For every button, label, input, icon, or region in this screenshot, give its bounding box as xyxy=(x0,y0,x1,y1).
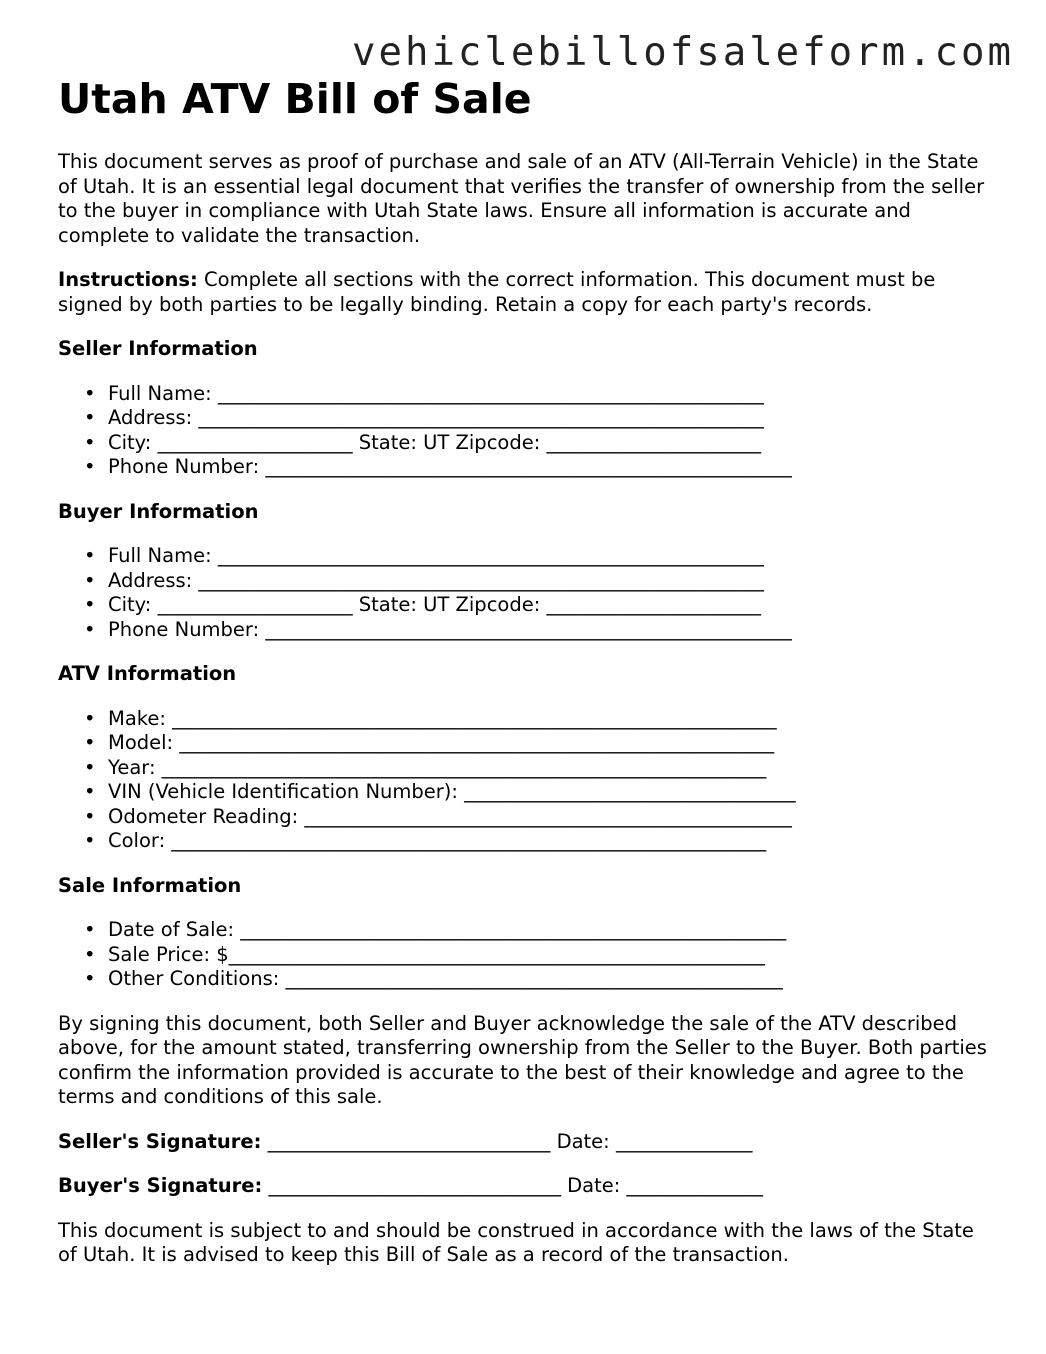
seller-section-title: Seller Information xyxy=(58,337,258,360)
instructions-label: Instructions: xyxy=(58,268,198,291)
atv-color-field[interactable]: • Color: _____________________________________________________________ xyxy=(108,829,998,854)
buyer-city-state-zip-field[interactable]: • City: ____________________ State: UT Zipcode: ______________________ xyxy=(108,593,998,618)
acknowledgement-paragraph: By signing this document, both Seller and Buyer acknowledge the sale of the ATV described above, for the amount stated, transferring ownership from the Seller to the Buyer. Both parties confirm the information provided is accurate to the best of their knowledge and agree to the terms and conditions of this sale. xyxy=(58,1011,987,1108)
sale-price-field[interactable]: • Sale Price: $_______________________________________________________ xyxy=(108,943,998,968)
instructions-text: Complete all sections with the correct information. This document must be signed by both parties to be legally binding. Retain a copy for each party's records. xyxy=(58,268,936,316)
seller-address-field[interactable]: • Address: __________________________________________________________ xyxy=(108,406,998,431)
atv-section-title: ATV Information xyxy=(58,662,237,685)
buyer-signature-line[interactable] xyxy=(58,1174,998,1199)
sale-section-title: Sale Information xyxy=(58,873,242,897)
watermark-text: vehiclebillofsaleform.com xyxy=(352,30,1014,75)
footer-paragraph: This document is subject to and should be construed in accordance with the laws of the State of Utah. It is advised to keep this Bill of Sale as a record of the transaction. xyxy=(58,1218,974,1266)
instructions-paragraph xyxy=(58,268,998,317)
buyer-signature-label: Buyer's Signature: xyxy=(58,1174,263,1197)
atv-fields-list xyxy=(58,707,998,854)
seller-full-name-field[interactable]: • Full Name: ________________________________________________________ xyxy=(108,382,998,407)
atv-year-field[interactable]: • Year: ______________________________________________________________ xyxy=(108,756,998,781)
seller-city-state-zip-field[interactable]: • City: ____________________ State: UT Zipcode: ______________________ xyxy=(108,431,998,456)
buyer-signature-blank[interactable]: ______________________________ Date: ______________ xyxy=(262,1174,764,1197)
buyer-address-field[interactable]: • Address: __________________________________________________________ xyxy=(108,569,998,594)
sale-other-conditions-field[interactable]: • Other Conditions: ___________________________________________________ xyxy=(108,967,998,992)
sale-fields-list xyxy=(58,918,998,992)
seller-signature-label: Seller's Signature: xyxy=(58,1129,262,1153)
buyer-fields-list xyxy=(58,544,998,642)
atv-odometer-field[interactable]: • Odometer Reading: __________________________________________________ xyxy=(108,805,998,830)
buyer-full-name-field[interactable]: • Full Name: ________________________________________________________ xyxy=(108,544,998,569)
seller-signature-line[interactable] xyxy=(58,1130,998,1155)
seller-signature-blank[interactable]: _____________________________ Date: ______________ xyxy=(261,1129,753,1153)
seller-phone-field[interactable]: • Phone Number: ______________________________________________________ xyxy=(108,455,998,480)
page-title: Utah ATV Bill of Sale xyxy=(58,75,532,123)
document-body xyxy=(58,76,998,1288)
intro-paragraph: This document serves as proof of purchase and sale of an ATV (All-Terrain Vehicle) in the State of Utah. It is an essential legal document that verifies the transfer of ownership from the seller to the buyer in compliance with Utah State laws. Ensure all information is accurate and complete to validate the transaction. xyxy=(58,150,985,247)
buyer-section-title: Buyer Information xyxy=(58,499,259,523)
seller-fields-list xyxy=(58,382,998,480)
atv-vin-field[interactable]: • VIN (Vehicle Identification Number): __________________________________ xyxy=(108,780,998,805)
sale-date-field[interactable]: • Date of Sale: ________________________________________________________ xyxy=(108,918,998,943)
buyer-phone-field[interactable]: • Phone Number: ______________________________________________________ xyxy=(108,618,998,643)
atv-model-field[interactable]: • Model: _____________________________________________________________ xyxy=(108,731,998,756)
atv-make-field[interactable]: • Make: ______________________________________________________________ xyxy=(108,707,998,732)
